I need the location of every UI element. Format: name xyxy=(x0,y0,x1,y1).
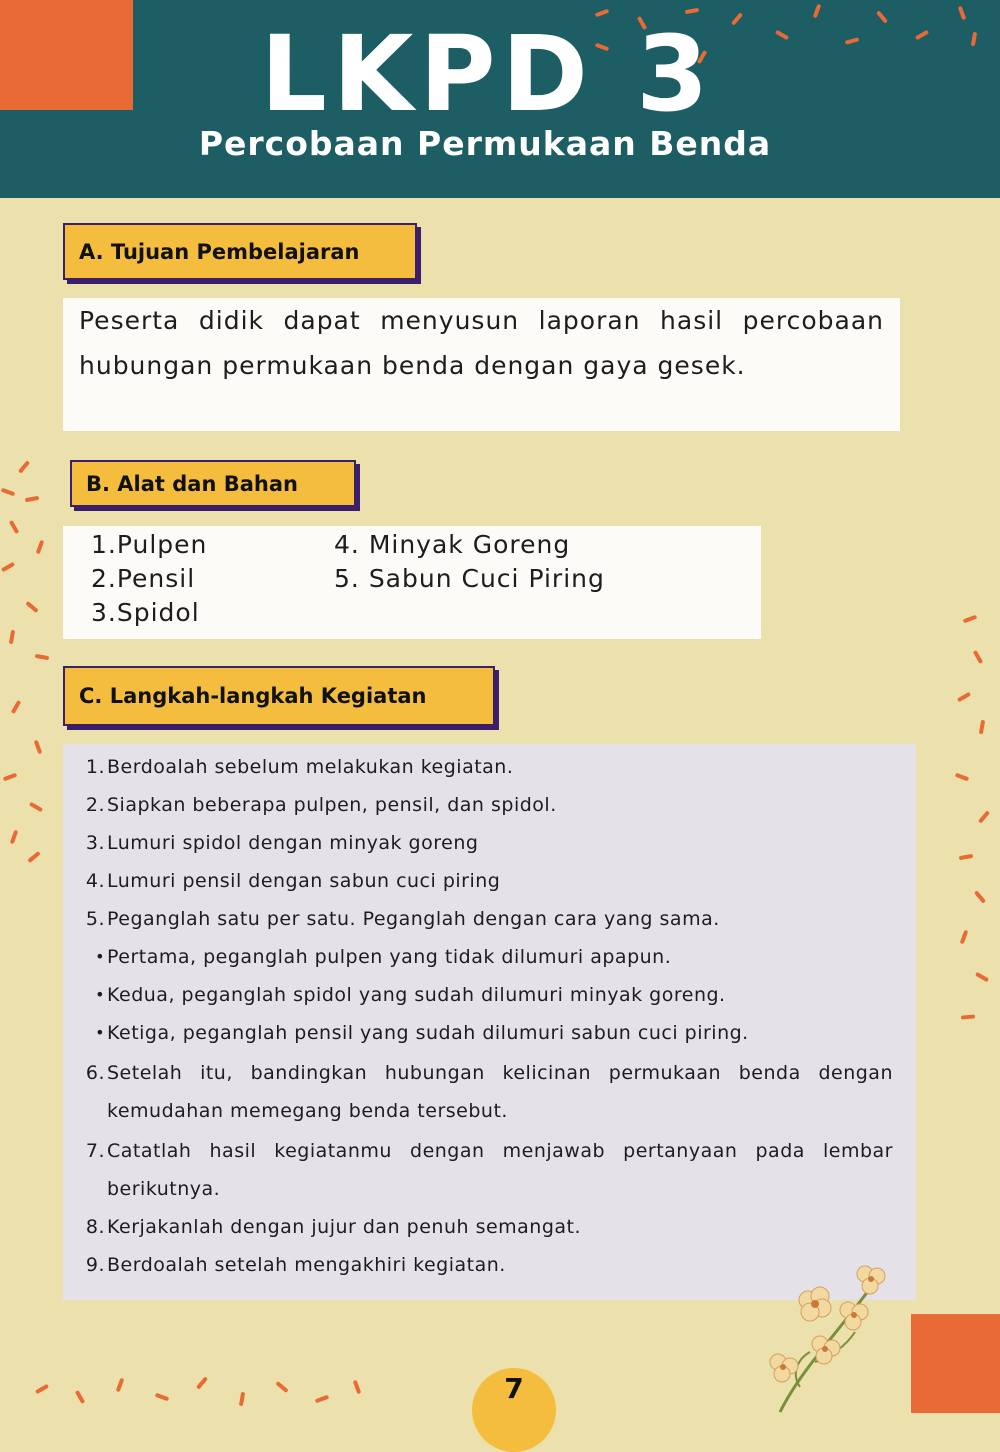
step-bullet-item: • Pertama, peganglah pulpen yang tidak dilumuri apapun. xyxy=(95,946,672,968)
list-item: 4. Minyak Goreng xyxy=(334,530,571,559)
langkah-box xyxy=(63,744,916,1300)
section-c-label: C. Langkah-langkah Kegiatan xyxy=(63,666,495,726)
step-item: 8. Kerjakanlah dengan jujur dan penuh semangat. xyxy=(85,1216,582,1238)
list-item: 2.Pensil xyxy=(91,564,196,593)
step-item: 3. Lumuri spidol dengan minyak goreng xyxy=(85,832,479,854)
list-item: 1.Pulpen xyxy=(91,530,208,559)
tujuan-text: Peserta didik dapat menyusun laporan hasil percobaan hubungan permukaan benda dengan gaya gesek. xyxy=(79,306,884,380)
step-item: 4. Lumuri pensil dengan sabun cuci piring xyxy=(85,870,501,892)
step-bullet-item: • Ketiga, peganglah pensil yang sudah dilumuri sabun cuci piring. xyxy=(95,1022,749,1044)
page-subtitle: Percobaan Permukaan Benda xyxy=(198,124,772,163)
section-b-label: B. Alat dan Bahan xyxy=(70,460,356,507)
tujuan-box xyxy=(63,298,900,431)
decorative-orange-block xyxy=(911,1314,1000,1413)
page-number: 7 xyxy=(504,1372,524,1405)
step-item: 1. Berdoalah sebelum melakukan kegiatan. xyxy=(85,756,514,778)
step-item: 2. Siapkan beberapa pulpen, pensil, dan spidol. xyxy=(85,794,557,816)
step-bullet-item: • Kedua, peganglah spidol yang sudah dilumuri minyak goreng. xyxy=(95,984,726,1006)
alat-bahan-box xyxy=(63,526,761,639)
list-item: 5. Sabun Cuci Piring xyxy=(334,564,605,593)
list-item: 3.Spidol xyxy=(91,598,200,627)
step-item: 5. Peganglah satu per satu. Peganglah dengan cara yang sama. xyxy=(85,908,720,930)
page-title: LKPD 3 xyxy=(260,13,715,135)
step-item: 7. Catatlah hasil kegiatanmu dengan menjawab pertanyaan pada lembar berikutnya. xyxy=(85,1140,893,1200)
section-a-label: A. Tujuan Pembelajaran xyxy=(63,223,417,280)
flower-decoration-icon xyxy=(760,1262,900,1413)
step-item: 9. Berdoalah setelah mengakhiri kegiatan. xyxy=(85,1254,506,1276)
step-item: 6. Setelah itu, bandingkan hubungan kelicinan permukaan benda dengan kemudahan memegang benda tersebut. xyxy=(85,1062,893,1122)
